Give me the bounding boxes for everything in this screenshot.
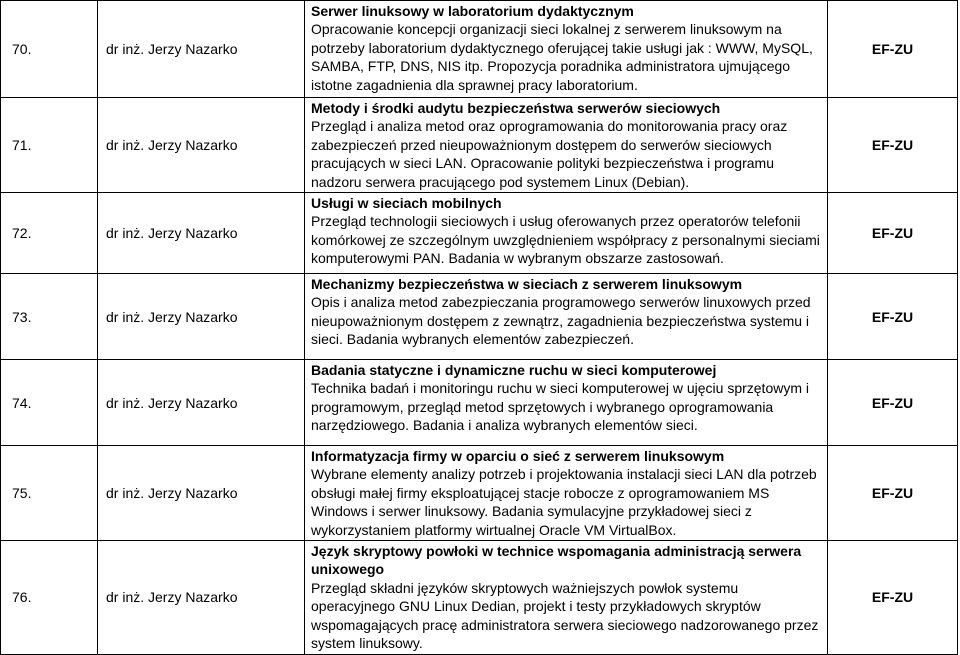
topic-cell (305, 98, 828, 193)
supervisor-name: dr inż. Jerzy Nazarko (98, 541, 305, 654)
unit-code: EF-ZU (828, 1, 958, 98)
topic-description: Przegląd technologii sieciowych i usług oferowanych przez operatorów telefonii komórkowej ze szczególnym uwzględnieniem współpracy z personalnymi sieciami komputerowymi PAN. Badania w wybranym obszarze zastosowań. (311, 213, 820, 267)
table-row (1, 446, 958, 541)
table-row (1, 1, 958, 98)
topic-description: Opracowanie koncepcji organizacji sieci lokalnej z serwerem linuksowym na potrzeby laboratorium dydaktycznego oferującej takie usługi jak : WWW, MySQL, SAMBA, FTP, DNS, NIS itp. Propozycja poradnika administratora ujmującego istotne zagadnienia dla sprawnej pracy laboratorium. (311, 21, 813, 93)
row-number: 72. (1, 193, 98, 274)
row-number: 75. (1, 446, 98, 541)
row-number: 74. (1, 360, 98, 446)
topic-cell (305, 1, 828, 98)
topic-description: Przegląd składni języków skryptowych ważniejszych powłok systemu operacyjnego GNU Linux Dedian, projekt i testy przykładowych skryptów wspomagających pracę administratora serwera sieciowego nadzorowanego przez system linuksowy. (311, 579, 819, 652)
row-number: 71. (1, 98, 98, 193)
topic-cell (305, 193, 828, 274)
row-number: 73. (1, 274, 98, 360)
topic-title: Badania statyczne i dynamiczne ruchu w sieci komputerowej (311, 362, 717, 379)
topic-description: Przegląd i analiza metod oraz oprogramowania do monitorowania pracy oraz zabezpieczeń przed nieupoważnionym dostępem do serwerów sieciowych pracujących w sieci LAN. Opracowanie polityki bezpieczeństwa i programu nadzoru serwera pracującego pod systemem Linux (Debian). (311, 118, 788, 190)
supervisor-name: dr inż. Jerzy Nazarko (98, 1, 305, 98)
supervisor-name: dr inż. Jerzy Nazarko (98, 193, 305, 274)
topic-description: Opis i analiza metod zabezpieczania programowego serwerów linuxowych przed nieupoważnionym dostępem z zewnątrz, zagadnienia bezpieczeństwa systemu i sieci. Badania wybranych elementów zabezpieczeń. (311, 294, 811, 348)
topic-title: Język skryptowy powłoki w technice wspomagania administracją serwera unixowego (311, 543, 802, 578)
supervisor-name: dr inż. Jerzy Nazarko (98, 360, 305, 446)
unit-code: EF-ZU (828, 193, 958, 274)
table-row (1, 98, 958, 193)
unit-code: EF-ZU (828, 274, 958, 360)
unit-code: EF-ZU (828, 360, 958, 446)
unit-code: EF-ZU (828, 541, 958, 654)
topic-cell (305, 360, 828, 446)
supervisor-name: dr inż. Jerzy Nazarko (98, 446, 305, 541)
topic-title: Informatyzacja firmy w oparciu o sieć z serwerem linuksowym (311, 448, 725, 465)
topic-cell (305, 446, 828, 541)
topic-title: Serwer linuksowy w laboratorium dydaktycznym (311, 3, 634, 19)
supervisor-name: dr inż. Jerzy Nazarko (98, 98, 305, 193)
table-row (1, 274, 958, 360)
unit-code: EF-ZU (828, 98, 958, 193)
topic-title: Usługi w sieciach mobilnych (311, 195, 502, 212)
supervisor-name: dr inż. Jerzy Nazarko (98, 274, 305, 360)
unit-code: EF-ZU (828, 446, 958, 541)
topic-cell (305, 541, 828, 654)
table-row (1, 360, 958, 446)
topic-cell (305, 274, 828, 360)
topic-title: Mechanizmy bezpieczeństwa w sieciach z serwerem linuksowym (311, 276, 743, 293)
topic-description: Technika badań i monitoringu ruchu w sieci komputerowej w ujęciu sprzętowym i programowym, przegląd metod sprzętowych i wybranego oprogramowania narzędziowego. Badania i analiza wybranych elementów sieci. (311, 380, 810, 434)
topic-description: Wybrane elementy analizy potrzeb i projektowania instalacji sieci LAN dla potrzeb obsługi małej firmy eksploatującej stacje robocze z oprogramowaniem MS Windows i serwer linuksowy. Badania symulacyjne przykładowej sieci z wykorzystaniem platformy wirtualnej Oracle VM VirtualBox. (311, 466, 817, 538)
row-number: 70. (1, 1, 98, 98)
topic-title: Metody i środki audytu bezpieczeństwa serwerów sieciowych (311, 100, 721, 116)
table-row (1, 541, 958, 654)
table-row (1, 193, 958, 274)
row-number: 76. (1, 541, 98, 654)
